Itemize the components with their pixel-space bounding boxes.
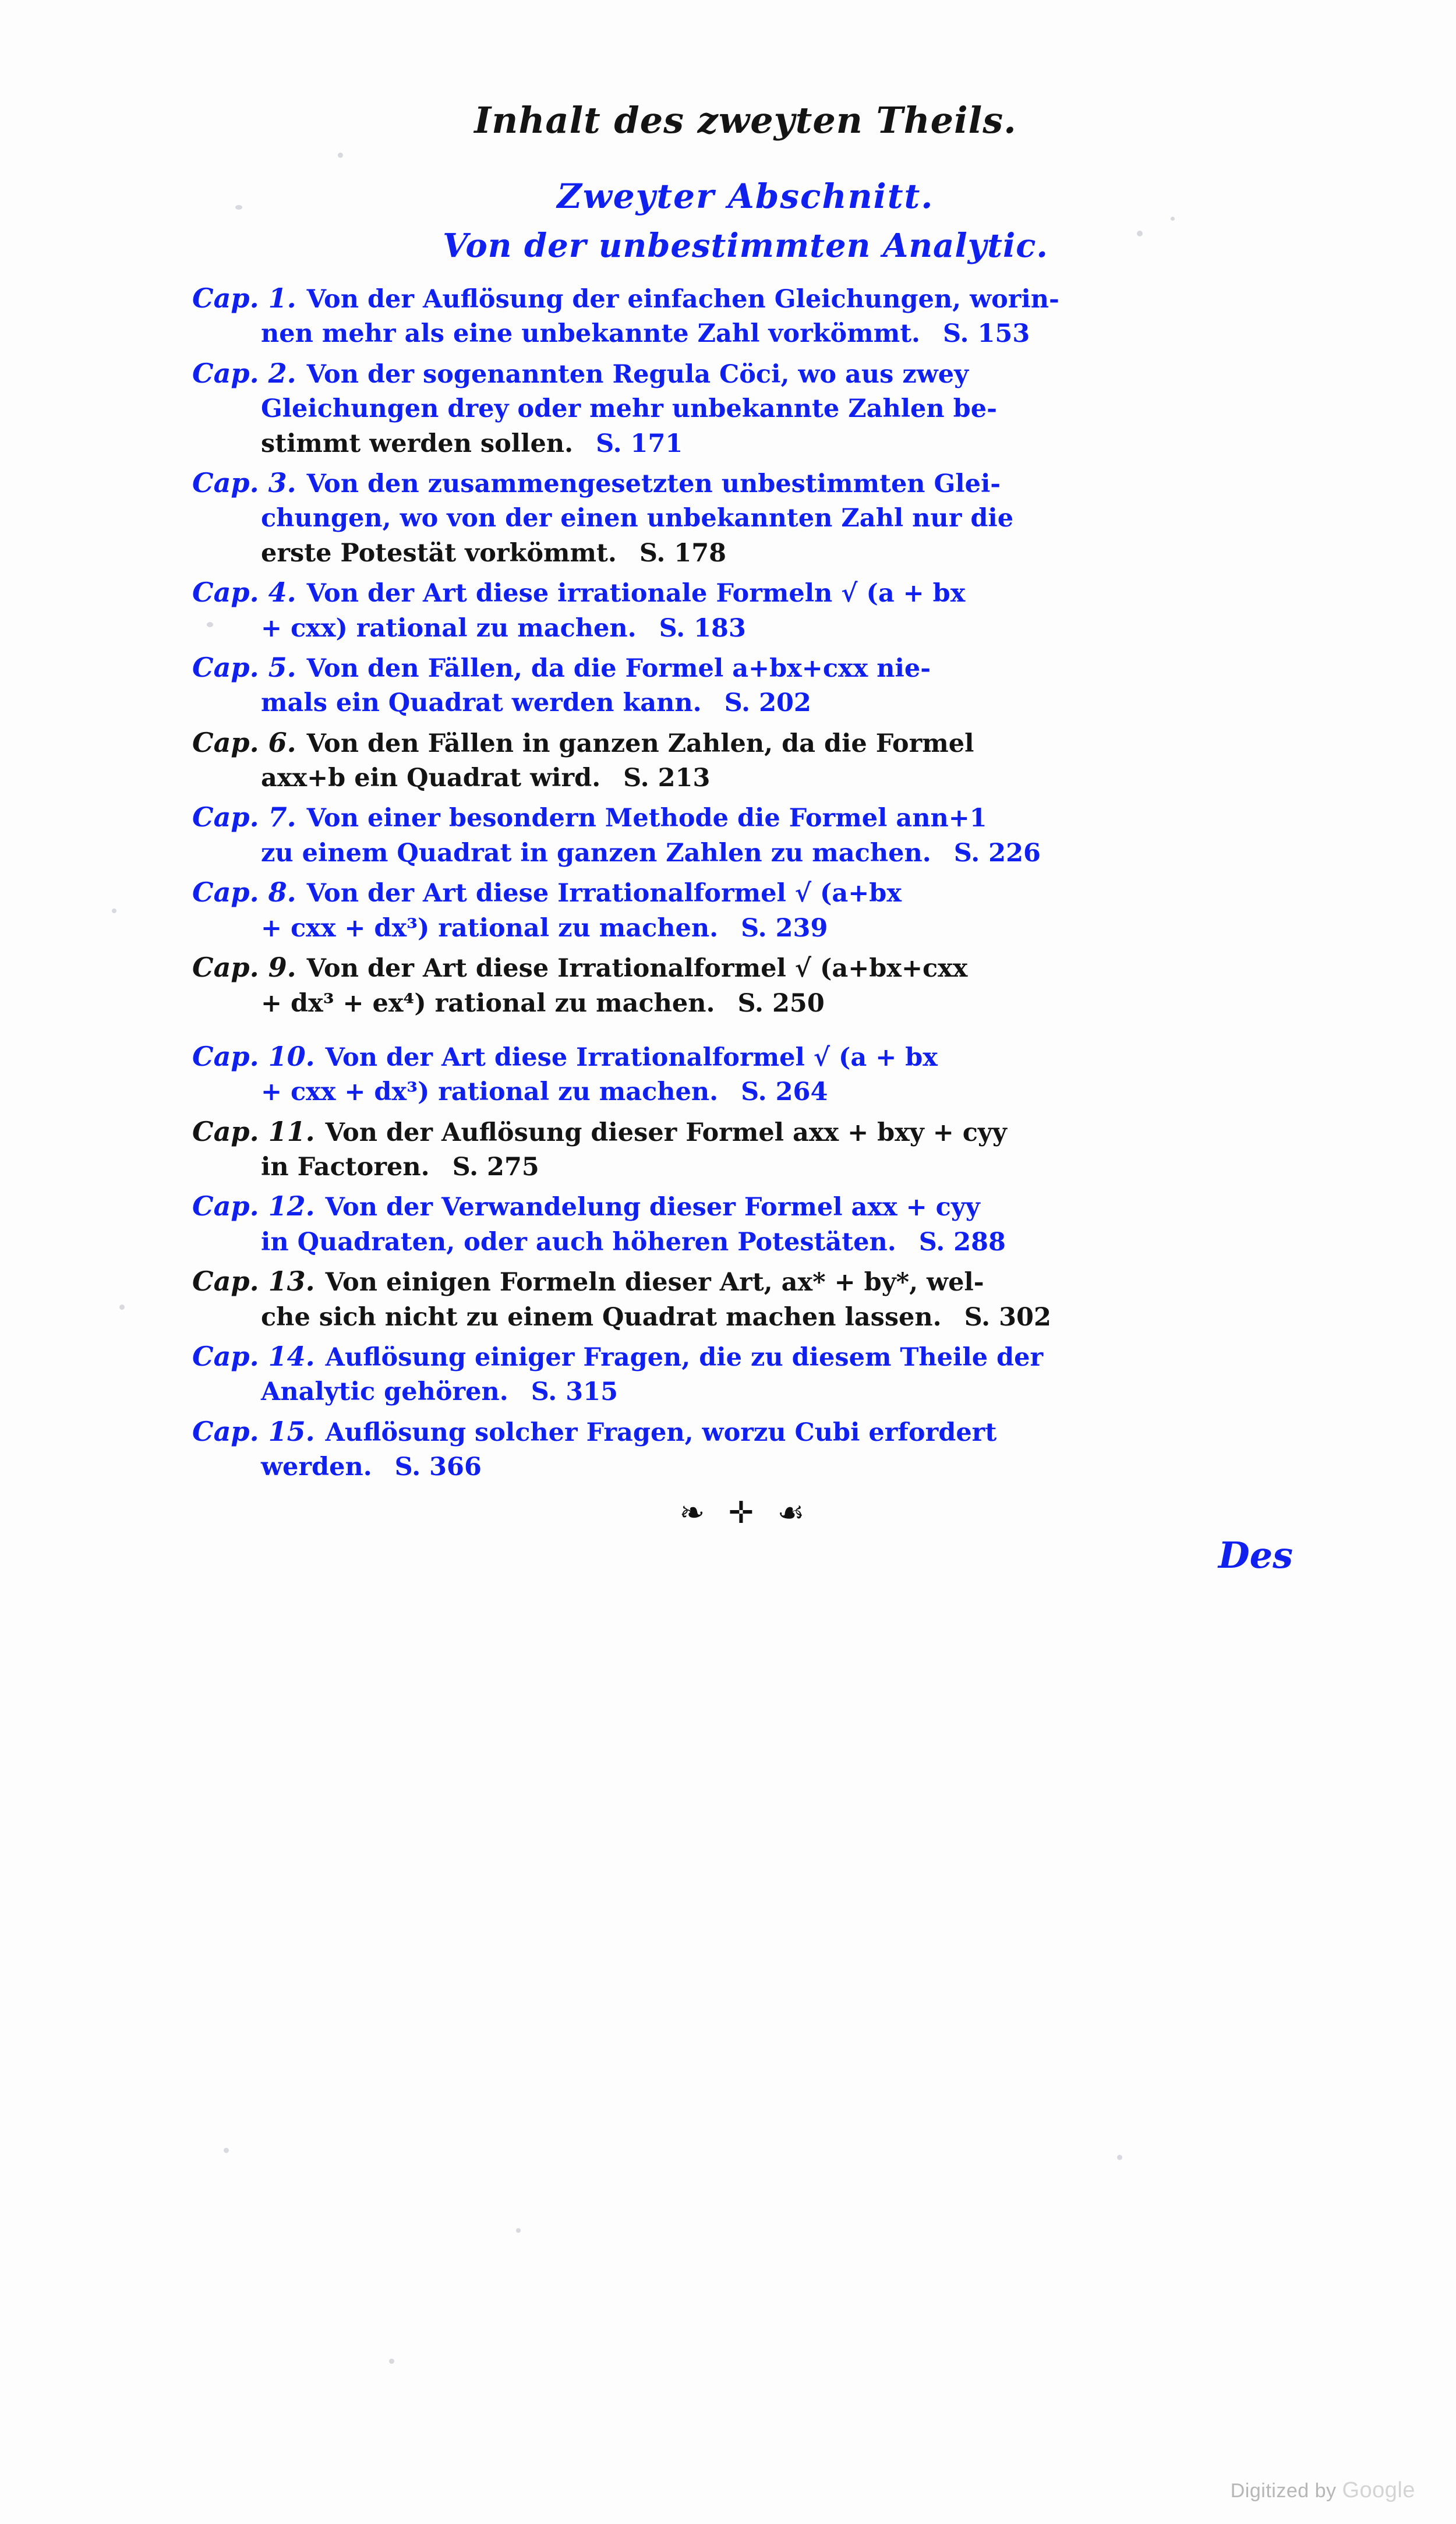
toc-entry[interactable] (192, 1113, 1299, 1185)
page-number: S. 288 (918, 1227, 1006, 1257)
page-number: S. 275 (452, 1153, 539, 1182)
toc-entry[interactable] (192, 1413, 1299, 1485)
chapter-title-line2: in Factoren. (261, 1153, 430, 1182)
chapter-title-line1: Von der Art diese Irrationalformel √ (a+bx+cxx (306, 954, 968, 984)
page-number: S. 202 (724, 688, 811, 718)
toc-entry[interactable] (192, 724, 1299, 796)
chapter-label: Cap. 4. (192, 577, 296, 609)
chapter-title-line1: Von den Fällen, da die Formel a+bx+cxx nie- (306, 653, 931, 683)
toc-entry[interactable] (192, 465, 1299, 571)
chapter-title-line2: werden. (261, 1452, 372, 1482)
chapter-title-line1: Von einer besondern Methode die Formel ann+1 (306, 804, 987, 833)
toc-entry[interactable] (192, 574, 1299, 646)
chapter-title-line1: Von der Auflösung der einfachen Gleichungen, worin- (306, 285, 1059, 314)
chapter-label: Cap. 11. (192, 1115, 315, 1147)
page-number: S. 315 (531, 1377, 618, 1407)
chapter-title-line2: Gleichungen drey oder mehr unbekannte Zahlen be- (261, 394, 997, 424)
chapter-title-line3: stimmt werden sollen. (261, 429, 574, 458)
chapter-label: Cap. 1. (192, 282, 296, 314)
chapter-label: Cap. 7. (192, 801, 296, 833)
chapter-label: Cap. 12. (192, 1190, 315, 1222)
page-title: Inhalt des zweyten Theils. (474, 99, 1017, 142)
chapter-title-line1: Von der Verwandelung dieser Formel axx + cyy (325, 1193, 980, 1222)
chapter-title-line2: chungen, wo von der einen unbekannten Zahl nur die (261, 504, 1014, 533)
chapter-label: Cap. 8. (192, 876, 296, 909)
toc-entry[interactable] (192, 799, 1299, 871)
toc-entry[interactable] (192, 1263, 1299, 1335)
chapter-title-line1: Von der Art diese Irrationalformel √ (a+bx (306, 879, 902, 909)
chapter-title-line2: + cxx + dx³) rational zu machen. (261, 913, 719, 943)
page-number: S. 226 (953, 838, 1041, 868)
chapter-title-line2: zu einem Quadrat in ganzen Zahlen zu machen. (261, 838, 931, 868)
chapter-title-line2: in Quadraten, oder auch höheren Potestäten. (261, 1227, 896, 1257)
chapter-title-line2: + cxx + dx³) rational zu machen. (261, 1077, 719, 1107)
page-number: S. 366 (394, 1452, 482, 1482)
toc-entry[interactable] (192, 355, 1299, 461)
chapter-title-line1: Auflösung solcher Fragen, worzu Cubi erfordert (325, 1417, 997, 1447)
page-number: S. 183 (659, 613, 746, 643)
toc-entry[interactable] (192, 1038, 1299, 1110)
chapter-title-line2: axx+b ein Quadrat wird. (261, 763, 601, 793)
toc-entry[interactable] (192, 1338, 1299, 1410)
toc-entry[interactable] (192, 649, 1299, 721)
chapter-title-line2: Analytic gehören. (261, 1377, 508, 1407)
chapter-label: Cap. 14. (192, 1341, 315, 1373)
chapter-title-line2: + cxx) rational zu machen. (261, 613, 637, 643)
chapter-label: Cap. 15. (192, 1415, 315, 1447)
scan-speck (1117, 2155, 1122, 2160)
chapter-label: Cap. 2. (192, 357, 296, 389)
chapter-label: Cap. 3. (192, 466, 296, 499)
chapter-title-line1: Von einigen Formeln dieser Art, ax* + by*, wel- (325, 1268, 984, 1298)
chapter-title-line3: erste Potestät vorkömmt. (261, 538, 617, 568)
toc-entry[interactable] (192, 280, 1299, 352)
chapter-label: Cap. 5. (192, 651, 296, 683)
chapter-label: Cap. 6. (192, 726, 296, 758)
chapter-title-line1: Von der Art diese irrationale Formeln √ (a + bx (306, 579, 966, 609)
section-title: Zweyter Abschnitt. (557, 176, 934, 216)
page-number: S. 213 (623, 763, 711, 793)
toc-entry[interactable] (192, 874, 1299, 946)
chapter-title-line1: Von der Auflösung dieser Formel axx + bxy + cyy (325, 1118, 1007, 1147)
page-number: S. 250 (737, 988, 825, 1018)
toc-entry[interactable] (192, 1188, 1299, 1260)
chapter-title-line1: Von den zusammengesetzten unbestimmten Glei- (306, 469, 1001, 499)
page-content (192, 99, 1299, 1576)
chapter-label: Cap. 10. (192, 1040, 315, 1072)
page-number: S. 239 (741, 913, 828, 943)
page-number: S. 302 (964, 1302, 1051, 1332)
chapter-title-line2: che sich nicht zu einem Quadrat machen lassen. (261, 1302, 942, 1332)
scan-speck (516, 2228, 521, 2233)
chapter-title-line1: Von der sogenannten Regula Cöci, wo aus zwey (306, 359, 969, 389)
catchword: Des (1218, 1533, 1293, 1576)
page-number: S. 153 (943, 319, 1030, 349)
chapter-label: Cap. 13. (192, 1265, 315, 1298)
section-subtitle: Von der unbestimmten Analytic. (443, 227, 1048, 265)
scan-speck (389, 2359, 394, 2364)
google-wordmark: Google (1342, 2478, 1415, 2502)
toc-entry[interactable] (192, 949, 1299, 1021)
page-number: S. 171 (596, 429, 683, 458)
scan-speck (119, 1305, 125, 1310)
chapter-title-line1: Von der Art diese Irrationalformel √ (a + bx (325, 1042, 938, 1072)
ornament-divider: ❧ ✛ ☙ (679, 1495, 812, 1530)
chapter-title-line1: Von den Fällen in ganzen Zahlen, da die Formel (306, 729, 974, 758)
chapter-title-line2: nen mehr als eine unbekannte Zahl vorkömmt. (261, 319, 921, 349)
page-number: S. 178 (639, 538, 727, 568)
chapter-label: Cap. 9. (192, 952, 296, 984)
scan-speck (224, 2148, 229, 2153)
chapter-title-line1: Auflösung einiger Fragen, die zu diesem Theile der (325, 1343, 1044, 1373)
chapter-title-line2: + dx³ + ex⁴) rational zu machen. (261, 988, 715, 1018)
digitized-footer (1231, 2478, 1415, 2503)
table-of-contents (192, 280, 1299, 1485)
page-number: S. 264 (741, 1077, 828, 1107)
chapter-title-line2: mals ein Quadrat werden kann. (261, 688, 702, 718)
digitized-by-text: Digitized by (1230, 2480, 1342, 2502)
scan-speck (112, 909, 116, 913)
